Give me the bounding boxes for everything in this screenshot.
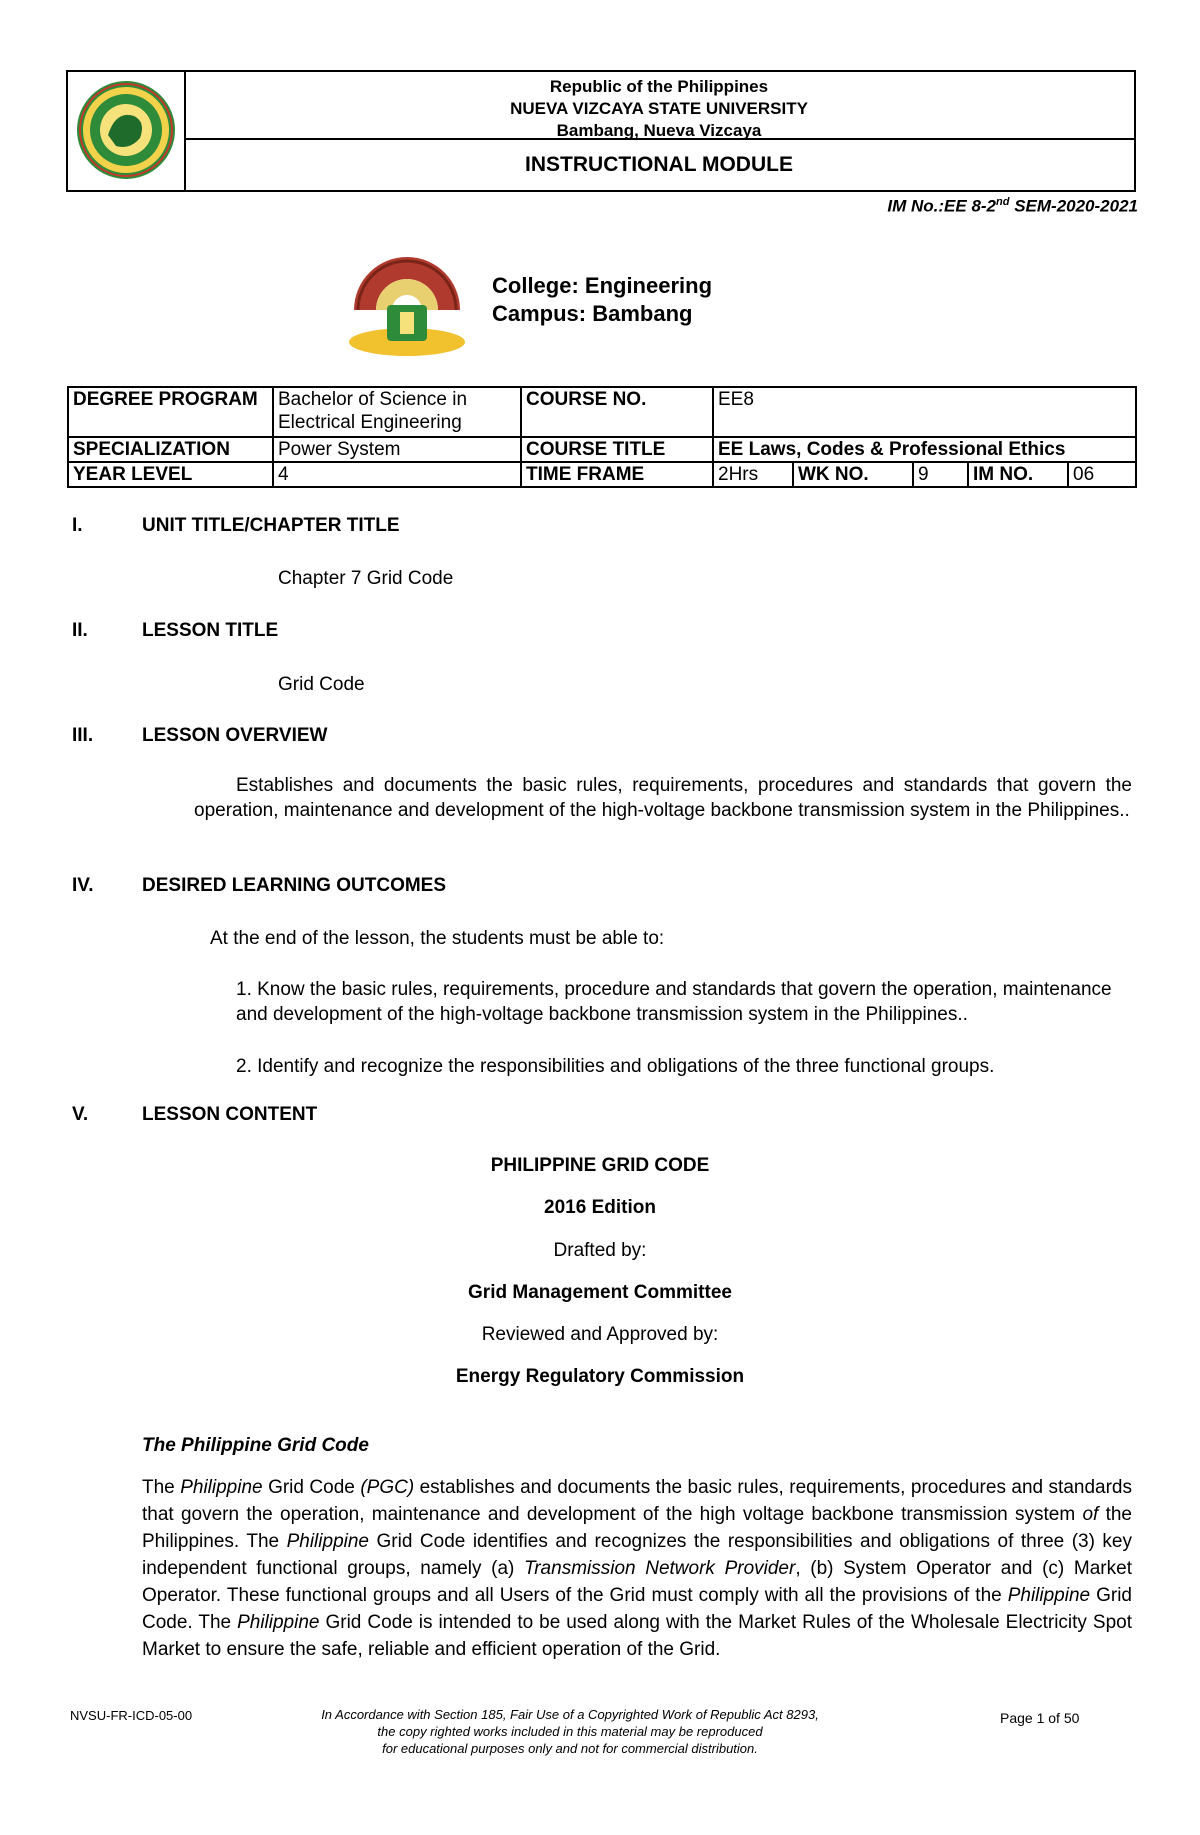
header-university: NUEVA VIZCAYA STATE UNIVERSITY bbox=[510, 99, 808, 118]
section-2-number: II. bbox=[72, 620, 88, 641]
section-4-intro: At the end of the lesson, the students must be able to: bbox=[210, 928, 665, 949]
time-frame-label: TIME FRAME bbox=[521, 462, 713, 487]
table-row bbox=[68, 387, 1136, 437]
college-campus bbox=[492, 272, 712, 328]
copyright-line-3: for educational purposes only and not for commercial distribution. bbox=[382, 1741, 758, 1756]
logo-cell bbox=[68, 72, 186, 190]
module-title: INSTRUCTIONAL MODULE bbox=[525, 153, 793, 176]
copyright-line-1: In Accordance with Section 185, Fair Use of a Copyrighted Work of Republic Act 8293, bbox=[321, 1707, 819, 1722]
grid-code-edition: 2016 Edition bbox=[544, 1197, 656, 1218]
section-4-number: IV. bbox=[72, 875, 94, 896]
year-level-label: YEAR LEVEL bbox=[68, 462, 273, 487]
section-1-content: Chapter 7 Grid Code bbox=[278, 568, 454, 589]
section-1-number: I. bbox=[72, 515, 83, 536]
page-number: Page 1 of 50 bbox=[1000, 1710, 1080, 1726]
im-no-label: IM NO. bbox=[968, 462, 1068, 487]
im-no-value: 06 bbox=[1068, 462, 1136, 487]
course-title-label: COURSE TITLE bbox=[521, 437, 713, 462]
time-frame-value: 2Hrs bbox=[713, 462, 793, 487]
reviewed-by-label: Reviewed and Approved by: bbox=[481, 1324, 719, 1345]
section-5-title: LESSON CONTENT bbox=[142, 1104, 318, 1125]
reviewer-name: Energy Regulatory Commission bbox=[455, 1366, 745, 1387]
section-4-title: DESIRED LEARNING OUTCOMES bbox=[142, 875, 447, 896]
college-label: College: Engineering bbox=[492, 273, 713, 298]
section-1-title: UNIT TITLE/CHAPTER TITLE bbox=[142, 515, 400, 536]
pgc-paragraph: The Philippine Grid Code (PGC) establishes and documents the basic rules, requirements, procedures and standards that govern the operation, maintenance and development of the high voltage backbone transmission system of the Philippines. The Philippine Grid Code identifies and recognizes the responsibilities and obligations of three (3) key independent functional groups, namely (a) Transmission Network Provider, (b) System Operator and (c) Market Operator. These functional groups and all Users of the Grid must comply with all the provisions of the Philippine Grid Code. The Philippine Grid Code is intended to be used along with the Market Rules of the Wholesale Electricity Spot Market to ensure the safe, reliable and efficient operation of the Grid. bbox=[142, 1477, 1133, 1660]
table-row bbox=[68, 437, 1136, 462]
section-2-title: LESSON TITLE bbox=[142, 620, 279, 641]
table-row bbox=[68, 462, 1136, 487]
copyright-notice bbox=[280, 1706, 860, 1757]
header-box bbox=[66, 70, 1136, 192]
specialization-label: SPECIALIZATION bbox=[68, 437, 273, 462]
college-of-engineering-logo-icon bbox=[342, 250, 472, 360]
course-no-value: EE8 bbox=[713, 387, 1136, 437]
drafted-by-label: Drafted by: bbox=[553, 1240, 647, 1261]
grid-code-title: PHILIPPINE GRID CODE bbox=[490, 1155, 710, 1176]
section-3-number: III. bbox=[72, 725, 94, 746]
degree-value: Bachelor of Science in Electrical Engineering bbox=[273, 387, 521, 437]
header-institution bbox=[184, 72, 1134, 140]
section-5-number: V. bbox=[72, 1104, 89, 1125]
course-title-value: EE Laws, Codes & Professional Ethics bbox=[713, 437, 1136, 462]
section-3-title: LESSON OVERVIEW bbox=[142, 725, 328, 746]
header-location: Bambang, Nueva Vizcaya bbox=[556, 121, 762, 140]
drafter-name: Grid Management Committee bbox=[468, 1282, 732, 1303]
campus-label: Campus: Bambang bbox=[492, 301, 693, 326]
course-info-table bbox=[67, 386, 1137, 488]
header-republic: Republic of the Philippines bbox=[549, 77, 769, 96]
outcome-item-2: 2. Identify and recognize the responsibilities and obligations of the three functional groups. bbox=[236, 1056, 995, 1077]
outcome-item-1: 1. Know the basic rules, requirements, procedure and standards that govern the operation, maintenance and development of the high-voltage backbone transmission system in the Philippines.. bbox=[236, 979, 1112, 1025]
specialization-value: Power System bbox=[273, 437, 521, 462]
wk-no-label: WK NO. bbox=[793, 462, 913, 487]
form-code: NVSU-FR-ICD-05-00 bbox=[70, 1708, 193, 1723]
degree-label: DEGREE PROGRAM bbox=[68, 387, 273, 437]
im-number: IM No.:EE 8-2nd SEM-2020-2021 bbox=[887, 196, 1138, 216]
section-2-content: Grid Code bbox=[278, 674, 365, 695]
course-no-label: COURSE NO. bbox=[521, 387, 713, 437]
copyright-line-2: the copy righted works included in this material may be reproduced bbox=[377, 1724, 763, 1739]
pgc-heading: The Philippine Grid Code bbox=[142, 1435, 369, 1456]
section-3-content: Establishes and documents the basic rules, requirements, procedures and standards that govern the operation, maintenance and development of the high-voltage backbone transmission system in the Philippines.. bbox=[194, 775, 1132, 821]
year-level-value: 4 bbox=[273, 462, 521, 487]
university-seal-icon bbox=[76, 80, 176, 180]
wk-no-value: 9 bbox=[913, 462, 968, 487]
